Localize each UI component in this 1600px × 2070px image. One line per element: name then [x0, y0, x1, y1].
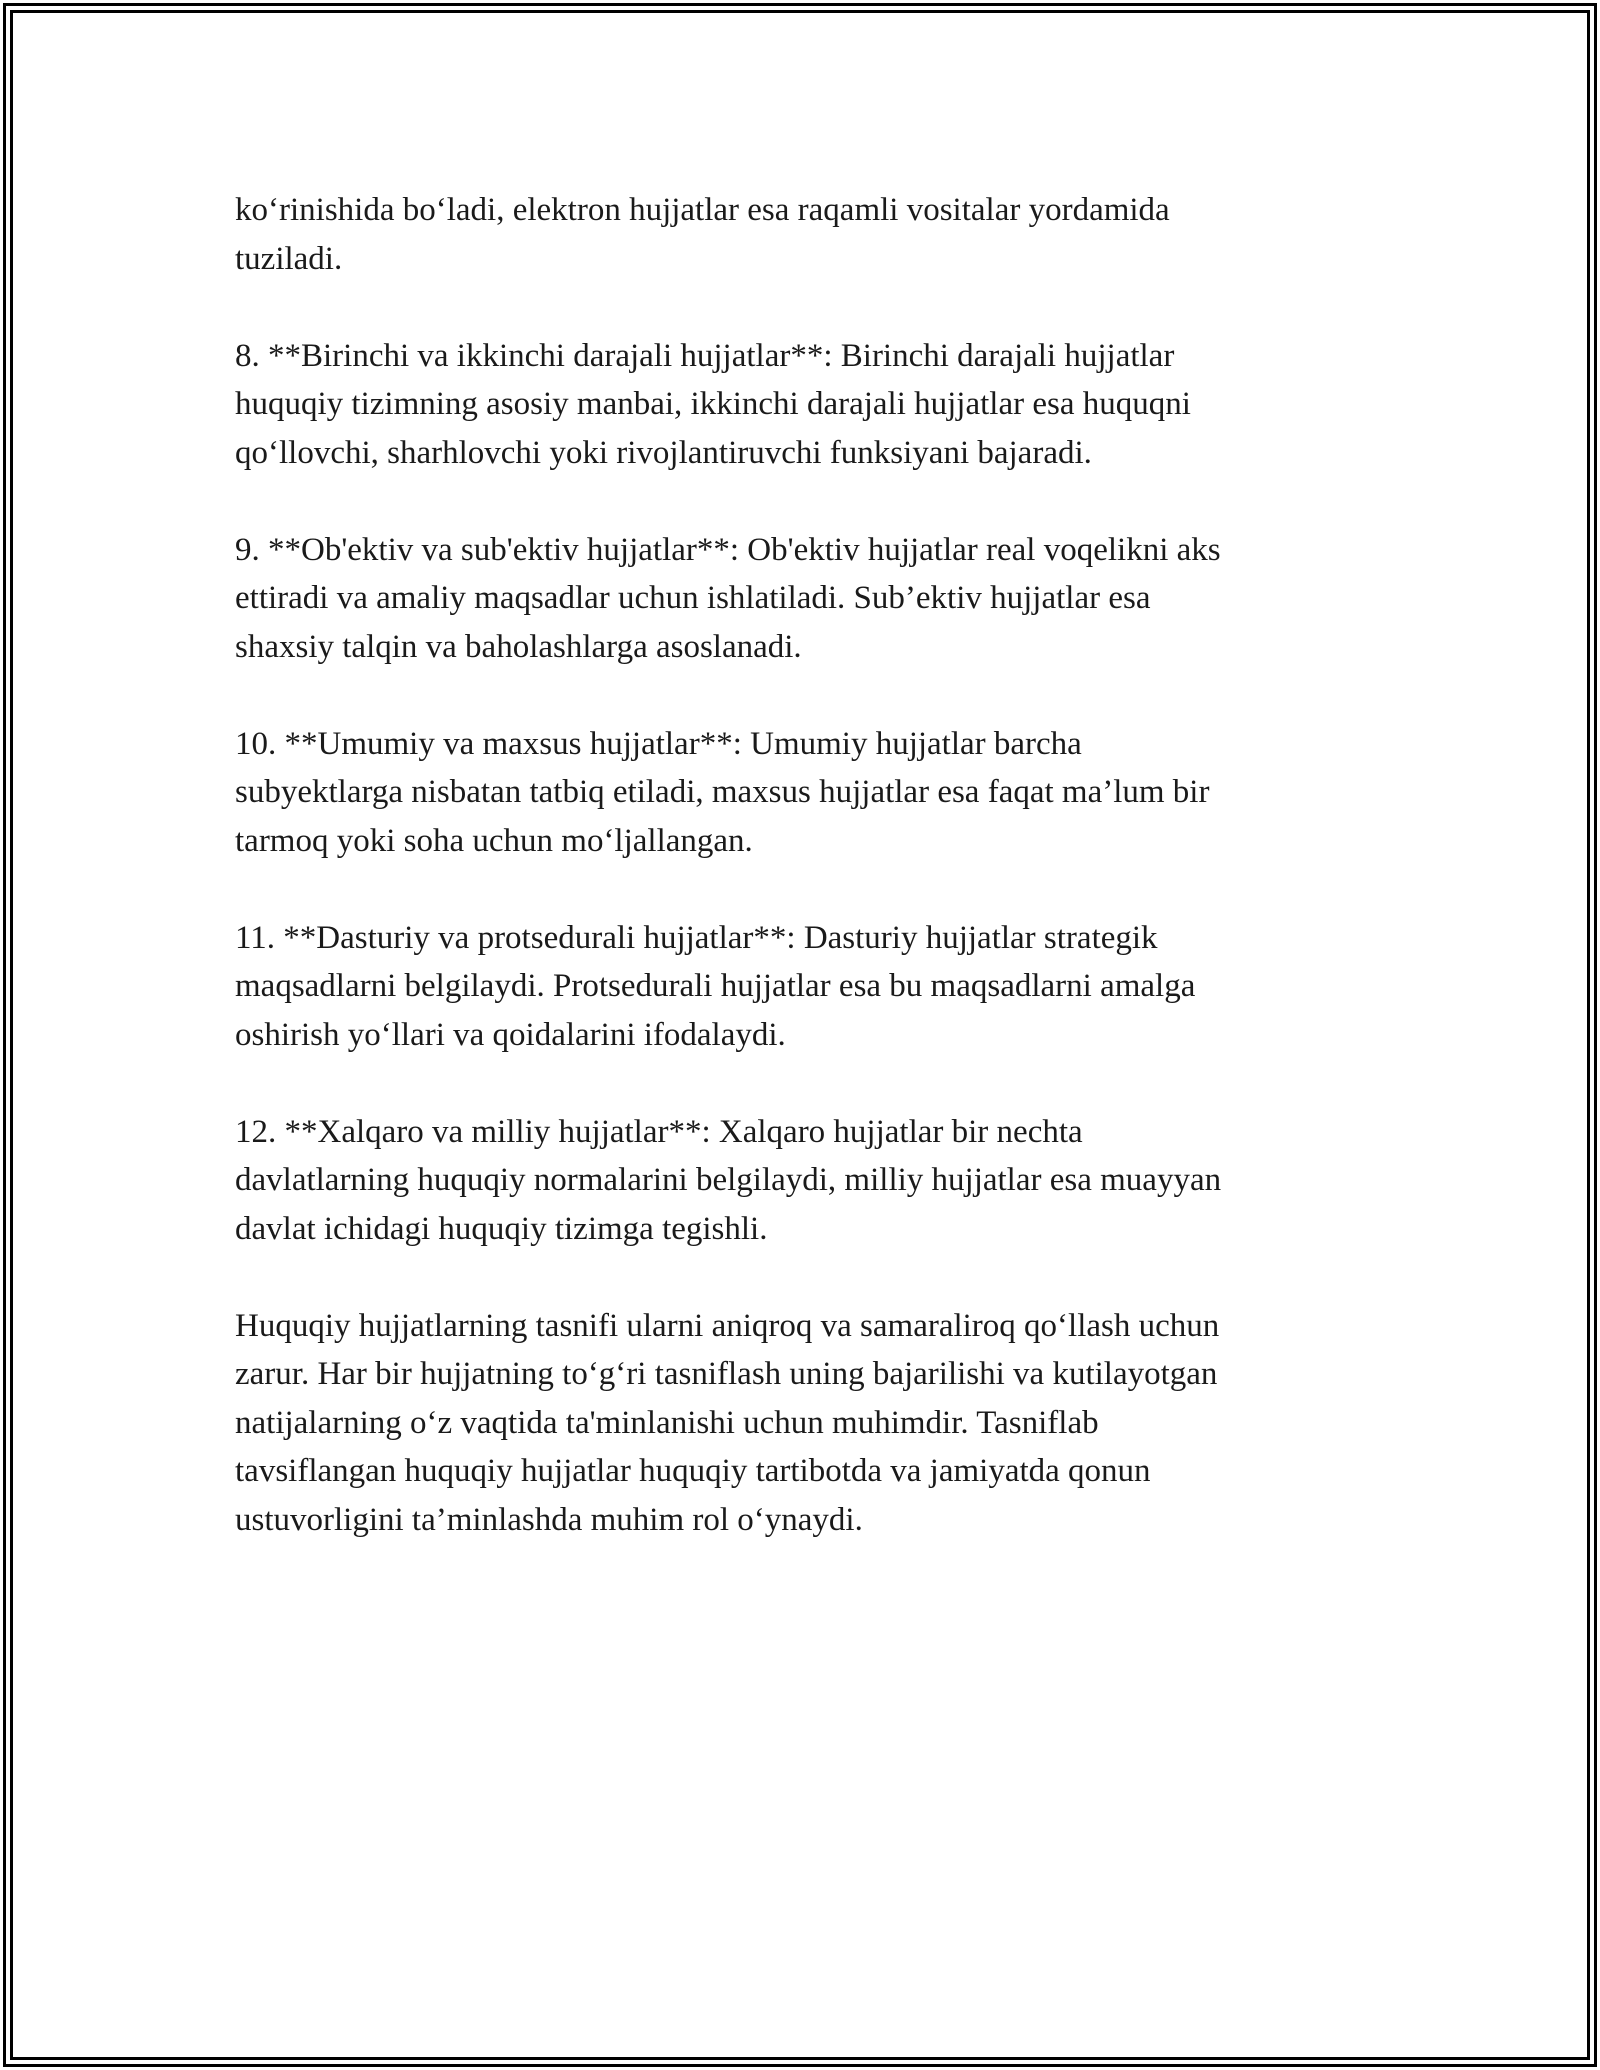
text-line: ko‘rinishida bo‘ladi, elektron hujjatlar esa raqamli vositalar yordamida — [235, 192, 1170, 228]
text-line: 11. **Dasturiy va protsedurali hujjatlar**: Dasturiy hujjatlar strategik — [235, 919, 1158, 956]
text-line: oshirish yo‘llari va qoidalarini ifodalaydi. — [235, 1016, 786, 1053]
text-line: maqsadlarni belgilaydi. Protsedurali hujjatlar esa bu maqsadlarni amalga — [235, 968, 1196, 1004]
text-line: 8. **Birinchi va ikkinchi darajali hujjatlar**: Birinchi darajali hujjatlar — [235, 337, 1175, 374]
text-line: shaxsiy talqin va baholashlarga asoslanadi. — [235, 628, 802, 665]
text-line: 9. **Ob'ektiv va sub'ektiv hujjatlar**: Ob'ektiv hujjatlar real voqelikni aks — [235, 531, 1221, 568]
document-body — [235, 186, 1365, 1593]
text-line: ettiradi va amaliy maqsadlar uchun ishlatiladi. Sub’ektiv hujjatlar esa — [235, 580, 1151, 616]
text-line: tuziladi. — [235, 240, 343, 277]
text-line: 10. **Umumiy va maxsus hujjatlar**: Umumiy hujjatlar barcha — [235, 725, 1082, 762]
text-line: zarur. Har bir hujjatning to‘g‘ri tasniflash uning bajarilishi va kutilayotgan — [235, 1356, 1218, 1392]
paragraph-item-12 — [235, 1108, 1365, 1254]
text-line: davlat ichidagi huquqiy tizimga tegishli. — [235, 1210, 768, 1247]
text-line: tarmoq yoki soha uchun mo‘ljallangan. — [235, 822, 753, 859]
paragraph-item-10 — [235, 720, 1365, 866]
paragraph-item-11 — [235, 914, 1365, 1060]
text-line: davlatlarning huquqiy normalarini belgilaydi, milliy hujjatlar esa muayyan — [235, 1162, 1222, 1198]
text-line: qo‘llovchi, sharhlovchi yoki rivojlantiruvchi funksiyani bajaradi. — [235, 434, 1092, 471]
text-line: ustuvorligini ta’minlashda muhim rol o‘ynaydi. — [235, 1501, 863, 1538]
paragraph-continuation — [235, 186, 1365, 283]
text-line: 12. **Xalqaro va milliy hujjatlar**: Xalqaro hujjatlar bir nechta — [235, 1113, 1083, 1150]
paragraph-conclusion — [235, 1302, 1365, 1545]
text-line: subyektlarga nisbatan tatbiq etiladi, maxsus hujjatlar esa faqat ma’lum bir — [235, 774, 1210, 810]
paragraph-item-9 — [235, 526, 1365, 672]
text-line: tavsiflangan huquqiy hujjatlar huquqiy tartibotda va jamiyatda qonun — [235, 1453, 1151, 1489]
text-line: natijalarning o‘z vaqtida ta'minlanishi uchun muhimdir. Tasniflab — [235, 1404, 1099, 1441]
paragraph-item-8 — [235, 332, 1365, 478]
text-line: huquqiy tizimning asosiy manbai, ikkinchi darajali hujjatlar esa huquqni — [235, 386, 1191, 422]
text-line: Huquqiy hujjatlarning tasnifi ularni aniqroq va samaraliroq qo‘llash uchun — [235, 1307, 1220, 1344]
